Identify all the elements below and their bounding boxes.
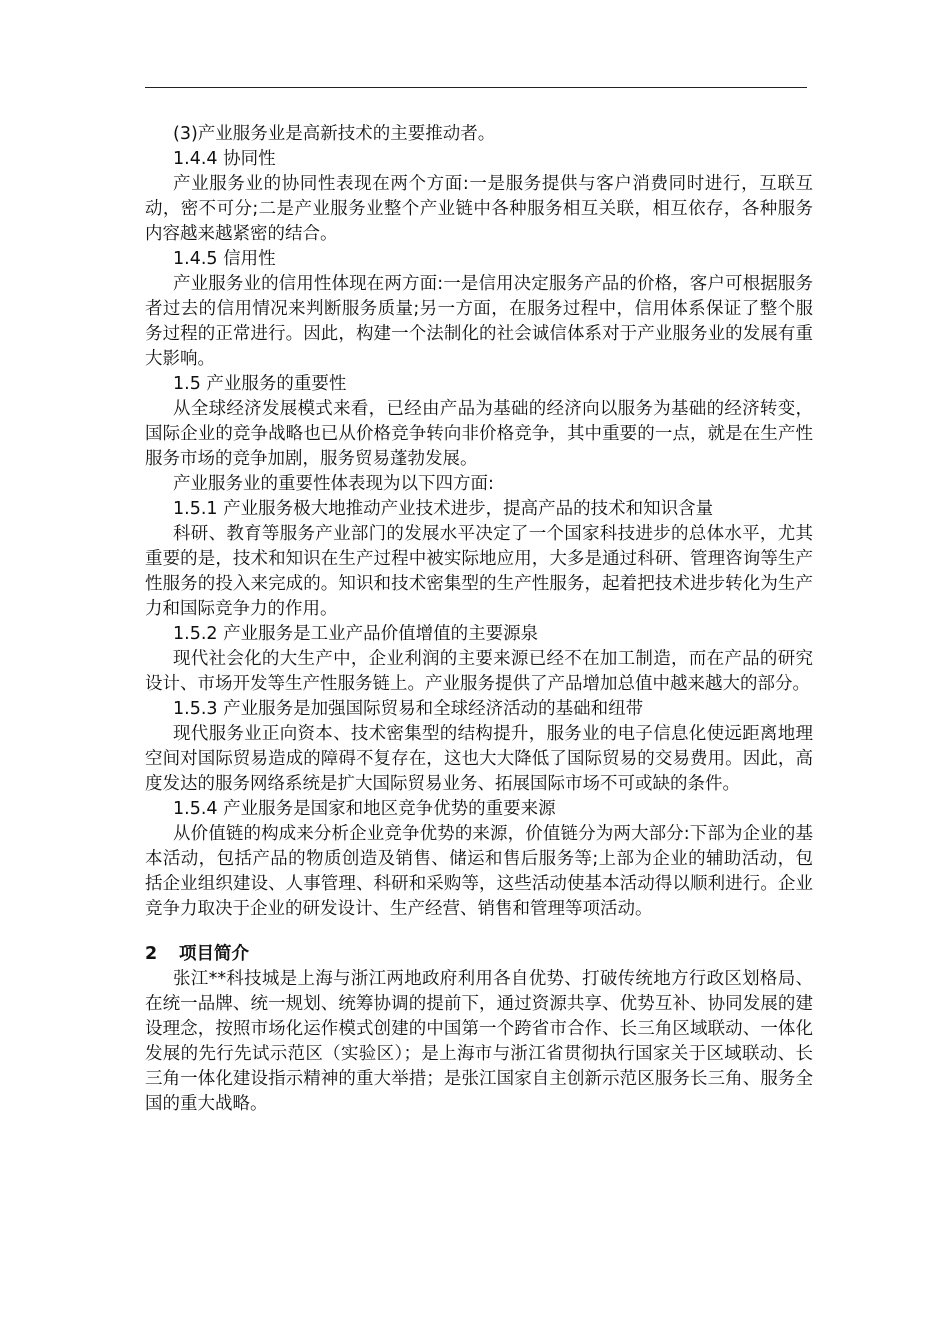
paragraph: (3)产业服务业是高新技术的主要推动者。: [173, 124, 496, 144]
subsection-heading: 1.5.2 产业服务是工业产品价值增值的主要源泉: [173, 624, 539, 644]
subsection-heading: 1.5.1 产业服务极大地推动产业技术进步，提高产品的技术和知识含量: [173, 499, 714, 519]
subsection-heading: 1.4.4 协同性: [173, 149, 276, 169]
section-heading: [145, 942, 813, 967]
section-number: 2: [145, 944, 158, 964]
section-title: 项目简介: [179, 944, 249, 964]
paragraph: 科研、教育等服务产业部门的发展水平决定了一个国家科技进步的总体水平，尤其重要的是，技术和知识在生产过程中被实际地应用，大多是通过科研、管理咨询等生产性服务的投入来完成的。知识和技术密集型的生产性服务，起着把技术进步转化为生产力和国际竞争力的作用。: [145, 524, 813, 619]
header-rule: [145, 87, 807, 88]
paragraph: 现代服务业正向资本、技术密集型的结构提升，服务业的电子信息化使远距离地理空间对国际贸易造成的障碍不复存在，这也大大降低了国际贸易的交易费用。因此，高度发达的服务网络系统是扩大国际贸易业务、拓展国际市场不可或缺的条件。: [145, 724, 813, 794]
paragraph: 现代社会化的大生产中，企业利润的主要来源已经不在加工制造，而在产品的研究设计、市场开发等生产性服务链上。产业服务提供了产品增加总值中越来越大的部分。: [145, 649, 813, 694]
paragraph: 张江**科技城是上海与浙江两地政府利用各自优势、打破传统地方行政区划格局、在统一品牌、统一规划、统筹协调的提前下，通过资源共享、优势互补、协同发展的建设理念，按照市场化运作模式创建的中国第一个跨省市合作、长三角区域联动、一体化发展的先行先试示范区（实验区）；是上海市与浙江省贯彻执行国家关于区域联动、长三角一体化建设指示精神的重大举措；是张江国家自主创新示范区服务长三角、服务全国的重大战略。: [145, 969, 813, 1114]
subsection-heading: 1.5.4 产业服务是国家和地区竞争优势的重要来源: [173, 799, 556, 819]
paragraph: 从全球经济发展模式来看，已经由产品为基础的经济向以服务为基础的经济转变，国际企业的竞争战略也已从价格竞争转向非价格竞争，其中重要的一点，就是在生产性服务市场的竞争加剧，服务贸易蓬勃发展。: [145, 399, 813, 469]
paragraph: 产业服务业的重要性体表现为以下四方面:: [173, 474, 494, 494]
subsection-heading: 1.4.5 信用性: [173, 249, 276, 269]
paragraph: 从价值链的构成来分析企业竞争优势的来源，价值链分为两大部分:下部为企业的基本活动，包括产品的物质创造及销售、储运和售后服务等;上部为企业的辅助活动，包括企业组织建设、人事管理、科研和采购等，这些活动使基本活动得以顺利进行。企业竞争力取决于企业的研发设计、生产经营、销售和管理等项活动。: [145, 824, 813, 919]
subsection-heading: 1.5 产业服务的重要性: [173, 374, 347, 394]
subsection-heading: 1.5.3 产业服务是加强国际贸易和全球经济活动的基础和纽带: [173, 699, 644, 719]
paragraph: 产业服务业的信用性体现在两方面:一是信用决定服务产品的价格，客户可根据服务者过去的信用情况来判断服务质量;另一方面，在服务过程中，信用体系保证了整个服务过程的正常进行。因此，构建一个法制化的社会诚信体系对于产业服务业的发展有重大影响。: [145, 274, 813, 369]
document-body: [145, 122, 813, 1117]
paragraph: 产业服务业的协同性表现在两个方面:一是服务提供与客户消费同时进行，互联互动，密不可分;二是产业服务业整个产业链中各种服务相互关联，相互依存，各种服务内容越来越紧密的结合。: [145, 174, 813, 244]
